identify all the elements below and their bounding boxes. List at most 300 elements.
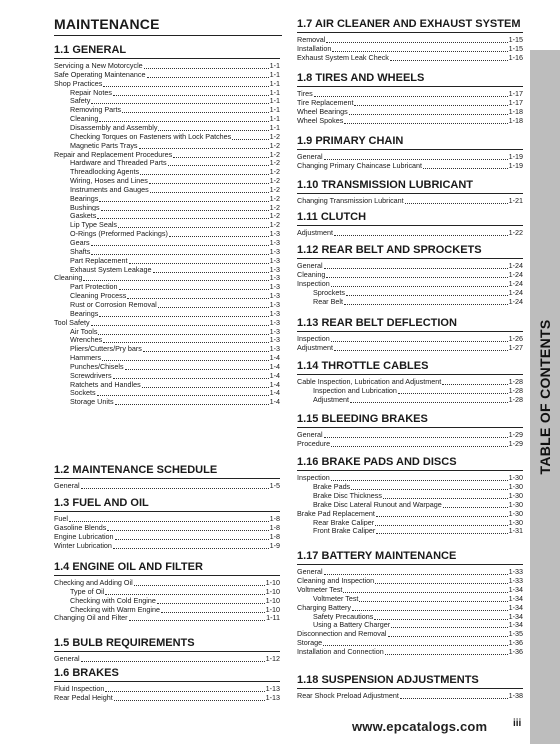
toc-page-number: 1-36: [508, 647, 523, 657]
dot-leader: [140, 174, 268, 175]
toc-page-number: 1-22: [508, 228, 523, 237]
toc-entry-text: Installation and Connection: [297, 647, 384, 657]
toc-entry-text: Cleaning: [54, 273, 83, 283]
toc-entry-text: Storage Units: [70, 397, 114, 407]
dot-leader: [350, 402, 508, 403]
toc-entry-text: Bearings: [70, 308, 99, 318]
toc-entry-text: General: [297, 430, 323, 439]
toc-page-number: 1-5: [269, 481, 280, 490]
toc-page-number: 1-1: [269, 105, 280, 115]
toc-page-number: 1-2: [269, 193, 280, 203]
toc-entry-text: Gaskets: [70, 211, 97, 221]
toc-entry-text: Gears: [70, 238, 90, 247]
toc-entry-text: Shop Practices: [54, 78, 103, 88]
dot-leader: [101, 210, 269, 211]
dot-leader: [385, 654, 508, 655]
toc-page-number: 1-28: [508, 394, 523, 404]
toc-page-number: 1-18: [508, 115, 523, 125]
toc-page-number: 1-2: [269, 131, 280, 141]
dot-leader: [142, 387, 269, 388]
dot-leader: [134, 585, 265, 586]
section-heading: 1.17 BATTERY MAINTENANCE: [297, 550, 523, 565]
dot-leader: [326, 42, 507, 43]
toc-page-number: 1-38: [508, 691, 523, 700]
section-heading: 1.11 CLUTCH: [297, 211, 523, 226]
toc-entry-text: Threadlocking Agents: [70, 167, 140, 177]
dot-leader: [349, 114, 508, 115]
toc-page-number: 1-4: [269, 370, 280, 380]
toc-page-number: 1-3: [269, 308, 280, 318]
dot-leader: [334, 350, 508, 351]
toc-entry-text: Sprockets: [313, 287, 345, 297]
dot-leader: [351, 489, 507, 490]
toc-entry-text: Rust or Corrosion Removal: [70, 299, 157, 309]
dot-leader: [332, 51, 507, 52]
toc-entry-text: Checking with Cold Engine: [70, 595, 156, 605]
toc-entry[interactable]: [70, 397, 280, 407]
dot-leader: [99, 121, 268, 122]
dot-leader: [147, 77, 269, 78]
dot-leader: [157, 603, 265, 604]
section-heading: 1.18 SUSPENSION ADJUSTMENTS: [297, 674, 523, 689]
toc-page-number: 1-8: [269, 531, 280, 541]
toc-page-number: 1-30: [508, 490, 523, 500]
toc-entry-text: Changing Oil and Filter: [54, 613, 128, 623]
dot-leader: [119, 289, 269, 290]
toc-entry[interactable]: [54, 654, 280, 664]
toc-entry-text: Pliers/Cutters/Pry bars: [70, 344, 142, 354]
toc-entry[interactable]: [54, 613, 280, 623]
dot-leader: [91, 325, 269, 326]
section-heading: 1.7 AIR CLEANER AND EXHAUST SYSTEM: [297, 18, 523, 33]
toc-entry-text: Wiring, Hoses and Lines: [70, 176, 148, 186]
dot-leader: [81, 488, 269, 489]
toc-page-number: 1-24: [508, 261, 523, 270]
toc-page-number: 1-34: [508, 611, 523, 621]
dot-leader: [331, 341, 508, 342]
dot-leader: [344, 304, 508, 305]
dot-leader: [324, 159, 508, 160]
dot-leader: [375, 525, 507, 526]
toc-entry-text: Sockets: [70, 388, 96, 398]
toc-page-number: 1-4: [269, 397, 280, 407]
dot-leader: [125, 369, 269, 370]
toc-page-number: 1-1: [269, 69, 280, 79]
toc-page-number: 1-4: [269, 361, 280, 371]
section-heading: 1.12 REAR BELT AND SPROCKETS: [297, 244, 523, 259]
dot-leader: [442, 384, 507, 385]
toc-page-number: 1-30: [508, 481, 523, 491]
toc-page-number: 1-12: [265, 654, 280, 663]
dot-leader: [323, 645, 507, 646]
dot-leader: [99, 201, 268, 202]
toc-entry-text: Procedure: [297, 438, 331, 448]
toc-page-number: 1-13: [265, 692, 280, 702]
section-heading: 1.13 REAR BELT DEFLECTION: [297, 317, 523, 332]
toc-entry-text: General: [54, 654, 80, 663]
toc-entry-text: Safety Precautions: [313, 611, 374, 621]
dot-leader: [98, 334, 268, 335]
toc-entry-text: Cable Inspection, Lubrication and Adjustment: [297, 377, 442, 386]
toc-entry-text: Screwdrivers: [70, 370, 112, 380]
toc-page-number: 1-3: [269, 255, 280, 265]
section-heading: 1.4 ENGINE OIL AND FILTER: [54, 561, 280, 576]
section-heading: 1.1 GENERAL: [54, 44, 280, 59]
toc-page-number: 1-17: [508, 89, 523, 98]
dot-leader: [114, 700, 265, 701]
toc-page-number: 1-28: [508, 377, 523, 386]
dot-leader: [139, 148, 269, 149]
toc-entry-text: Cleaning and Inspection: [297, 575, 375, 585]
toc-entry-text: Changing Transmission Lubricant: [297, 196, 404, 205]
toc-page-number: 1-3: [269, 282, 280, 292]
toc-entry-text: Disassembly and Assembly: [70, 122, 158, 132]
dot-leader: [91, 103, 268, 104]
toc-entry-text: Brake Pad Replacement: [297, 508, 375, 518]
toc-entry-text: Type of Oil: [70, 586, 105, 596]
toc-page-number: 1-29: [508, 430, 523, 439]
dot-leader: [324, 574, 508, 575]
dot-leader: [334, 235, 508, 236]
dot-leader: [69, 521, 269, 522]
toc-page-number: 1-35: [508, 629, 523, 639]
toc-page-number: 1-8: [269, 522, 280, 532]
toc-entry-text: Brake Pads: [313, 481, 351, 491]
dot-leader: [324, 268, 508, 269]
dot-leader: [113, 548, 269, 549]
toc-page-number: 1-19: [508, 152, 523, 161]
toc-entry-text: Voltmeter Test: [313, 593, 359, 603]
toc-entry-text: Fuel: [54, 514, 68, 523]
toc-entry-text: Instruments and Gauges: [70, 184, 149, 194]
toc-page-number: 1-15: [508, 43, 523, 53]
toc-entry-text: Tool Safety: [54, 317, 90, 327]
section-heading: 1.5 BULB REQUIREMENTS: [54, 637, 280, 652]
toc-entry[interactable]: [313, 395, 523, 405]
toc-entry-text: Brake Disc Lateral Runout and Warpage: [313, 499, 442, 509]
dot-leader: [331, 286, 508, 287]
toc-page-number: 1-28: [508, 385, 523, 395]
dot-leader: [346, 295, 508, 296]
toc-page-number: 1-10: [265, 595, 280, 605]
toc-entry-text: Installation: [297, 43, 332, 53]
dot-leader: [115, 539, 269, 540]
toc-entry-text: Hardware and Threaded Parts: [70, 158, 167, 168]
toc-page-number: 1-30: [508, 473, 523, 482]
dot-leader: [129, 263, 269, 264]
toc-entry[interactable]: [54, 693, 280, 703]
dot-leader: [150, 192, 269, 193]
toc-page-number: 1-34: [508, 620, 523, 630]
toc-page-number: 1-34: [508, 602, 523, 612]
dot-leader: [99, 316, 268, 317]
toc-page-number: 1-4: [269, 379, 280, 389]
page-title: MAINTENANCE: [54, 16, 282, 36]
toc-page-number: 1-11: [266, 613, 280, 623]
toc-page-number: 1-36: [508, 638, 523, 648]
toc-entry[interactable]: [313, 297, 523, 307]
dot-leader: [113, 378, 269, 379]
toc-entry-text: Winter Lubrication: [54, 540, 112, 550]
toc-page-number: 1-24: [508, 269, 523, 279]
dot-leader: [149, 183, 269, 184]
toc-page-number: 1-30: [508, 508, 523, 518]
dot-leader: [398, 393, 508, 394]
dot-leader: [158, 307, 269, 308]
toc-page-number: 1-33: [508, 575, 523, 585]
section-heading: 1.15 BLEEDING BRAKES: [297, 413, 523, 428]
toc-page-number: 1-2: [269, 140, 280, 150]
section-heading: 1.2 MAINTENANCE SCHEDULE: [54, 464, 280, 479]
toc-entry-text: Cleaning Process: [70, 291, 127, 301]
toc-page-number: 1-1: [269, 61, 280, 70]
toc-entry[interactable]: [297, 161, 523, 171]
dot-leader: [83, 280, 268, 281]
dot-leader: [359, 601, 507, 602]
toc-entry[interactable]: [313, 526, 523, 536]
dot-leader: [352, 610, 508, 611]
section-heading: 1.14 THROTTLE CABLES: [297, 360, 523, 375]
toc-page-number: 1-30: [508, 517, 523, 527]
toc-entry-text: Brake Disc Thickness: [313, 490, 382, 500]
dot-leader: [97, 395, 269, 396]
section-heading: 1.8 TIRES AND WHEELS: [297, 72, 523, 87]
toc-entry-text: Rear Pedal Height: [54, 692, 113, 702]
toc-page-number: 1-34: [508, 584, 523, 594]
dot-leader: [158, 130, 268, 131]
dot-leader: [129, 620, 266, 621]
toc-page-number: 1-29: [508, 438, 523, 448]
toc-entry-text: Hammers: [70, 353, 102, 363]
toc-entry-text: General: [297, 152, 323, 161]
toc-entry[interactable]: [54, 481, 280, 491]
toc-page-number: 1-3: [269, 344, 280, 354]
toc-entry-text: Part Protection: [70, 282, 118, 292]
toc-entry-text: Bushings: [70, 202, 100, 212]
dot-leader: [343, 592, 507, 593]
toc-entry[interactable]: [297, 53, 523, 63]
dot-leader: [91, 245, 269, 246]
dot-leader: [168, 165, 269, 166]
dot-leader: [331, 446, 507, 447]
toc-page-number: 1-2: [269, 167, 280, 177]
toc-entry-text: Lip Type Seals: [70, 220, 118, 230]
toc-entry-text: Removal: [297, 35, 326, 44]
dot-leader: [113, 95, 269, 96]
toc-page-number: 1-1: [269, 114, 280, 124]
dot-leader: [103, 342, 268, 343]
toc-entry[interactable]: [297, 691, 523, 701]
toc-entry-text: Changing Primary Chaincase Lubricant: [297, 160, 423, 170]
toc-entry-text: Engine Lubrication: [54, 531, 114, 541]
toc-entry-text: Servicing a New Motorcycle: [54, 61, 143, 70]
toc-page-number: 1-24: [508, 287, 523, 297]
toc-entry-text: Cleaning: [70, 114, 99, 124]
toc-page-number: 1-3: [269, 335, 280, 345]
dot-leader: [400, 698, 508, 699]
dot-leader: [81, 661, 265, 662]
toc-page-number: 1-31: [508, 526, 523, 536]
toc-entry[interactable]: [297, 228, 523, 238]
toc-entry-text: Exhaust System Leak Check: [297, 52, 389, 62]
toc-entry[interactable]: [297, 196, 523, 206]
dot-leader: [122, 112, 268, 113]
toc-page-number: 1-24: [508, 296, 523, 306]
toc-entry[interactable]: [54, 541, 280, 551]
toc-page-number: 1-2: [269, 202, 280, 212]
dot-leader: [376, 533, 507, 534]
toc-entry-text: Wrenches: [70, 335, 103, 345]
dot-leader: [105, 594, 264, 595]
toc-page-number: 1-3: [269, 299, 280, 309]
dot-leader: [173, 157, 268, 158]
toc-page-number: 1-26: [508, 334, 523, 343]
toc-page-number: 1-1: [269, 96, 280, 106]
dot-leader: [107, 530, 268, 531]
dot-leader: [423, 168, 508, 169]
section-heading: 1.6 BRAKES: [54, 667, 280, 682]
toc-entry-text: Magnetic Parts Trays: [70, 140, 138, 150]
toc-page-number: 1-3: [269, 273, 280, 283]
section-heading: 1.10 TRANSMISSION LUBRICANT: [297, 179, 523, 194]
dot-leader: [376, 516, 508, 517]
dot-leader: [344, 123, 507, 124]
toc-entry-text: Part Replacement: [70, 255, 128, 265]
toc-entry-text: Tires: [297, 89, 313, 98]
toc-entry-text: Removing Parts: [70, 105, 122, 115]
toc-entry-text: General: [297, 567, 323, 576]
toc-entry-text: General: [297, 261, 323, 270]
toc-entry-text: Inspection: [297, 473, 330, 482]
toc-entry-text: Exhaust System Leakage: [70, 264, 152, 274]
toc-entry[interactable]: [297, 439, 523, 449]
toc-entry-text: Gasoline Blends: [54, 522, 107, 532]
toc-page-number: 1-8: [269, 514, 280, 523]
toc-page-number: 1-3: [269, 229, 280, 239]
toc-page-number: 1-18: [508, 106, 523, 116]
toc-page-number: 1-10: [265, 604, 280, 614]
toc-page-number: 1-3: [269, 291, 280, 301]
toc-page-number: 1-1: [269, 87, 280, 97]
page-number: iii: [513, 718, 522, 729]
dot-leader: [331, 480, 508, 481]
toc-entry-text: General: [54, 481, 80, 490]
toc-page-number: 1-2: [269, 220, 280, 230]
toc-page-number: 1-3: [269, 326, 280, 336]
toc-entry-text: Tire Replacement: [297, 97, 354, 107]
toc-page-number: 1-21: [508, 196, 523, 205]
footer-url: www.epcatalogs.com: [352, 719, 488, 734]
dot-leader: [127, 298, 268, 299]
section-heading: 1.9 PRIMARY CHAIN: [297, 135, 523, 150]
dot-leader: [232, 139, 268, 140]
toc-entry-text: Safety: [70, 96, 91, 106]
toc-entry-text: Rear Shock Preload Adjustment: [297, 691, 399, 700]
toc-entry[interactable]: [297, 647, 523, 657]
dot-leader: [354, 105, 507, 106]
dot-leader: [388, 636, 508, 637]
toc-entry-text: Wheel Spokes: [297, 115, 344, 125]
dot-leader: [383, 498, 508, 499]
toc-page-number: 1-2: [269, 158, 280, 168]
toc-sidebar-tab: [530, 50, 560, 744]
toc-page-number: 1-17: [508, 97, 523, 107]
dot-leader: [105, 691, 264, 692]
dot-leader: [443, 507, 508, 508]
toc-entry-text: Inspection and Lubrication: [313, 385, 397, 395]
toc-page-number: 1-4: [269, 388, 280, 398]
dot-leader: [391, 627, 508, 628]
dot-leader: [91, 254, 268, 255]
toc-entry[interactable]: [297, 343, 523, 353]
toc-entry-text: Adjustment: [297, 342, 333, 352]
toc-page-number: 1-2: [269, 176, 280, 186]
toc-entry-text: Storage: [297, 638, 323, 648]
dot-leader: [103, 86, 268, 87]
dot-leader: [118, 227, 269, 228]
toc-page-number: 1-2: [269, 211, 280, 221]
dot-leader: [115, 404, 269, 405]
sidebar-label: TABLE OF CONTENTS: [537, 319, 553, 475]
toc-entry[interactable]: [297, 116, 523, 126]
toc-page-number: 1-9: [269, 540, 280, 550]
toc-page-number: 1-24: [508, 278, 523, 288]
toc-entry-text: Wheel Bearings: [297, 106, 348, 116]
dot-leader: [169, 236, 269, 237]
toc-entry-text: Inspection: [297, 334, 330, 343]
toc-entry-text: Rear Brake Caliper: [313, 517, 375, 527]
dot-leader: [314, 96, 508, 97]
toc-page-number: 1-3: [269, 317, 280, 327]
dot-leader: [144, 68, 269, 69]
dot-leader: [161, 612, 265, 613]
toc-page-number: 1-2: [269, 149, 280, 159]
toc-entry-text: Adjustment: [313, 394, 349, 404]
toc-page-number: 1-3: [269, 246, 280, 256]
toc-entry-text: Repair and Replacement Procedures: [54, 149, 173, 159]
toc-page-number: 1-1: [269, 122, 280, 132]
dot-leader: [153, 272, 269, 273]
toc-entry-text: Rear Belt: [313, 296, 343, 306]
toc-entry-text: Fluid Inspection: [54, 684, 105, 693]
toc-entry-text: Bearings: [70, 193, 99, 203]
toc-entry-text: Safe Operating Maintenance: [54, 69, 146, 79]
toc-page-number: 1-15: [508, 35, 523, 44]
toc-page-number: 1-1: [269, 78, 280, 88]
toc-page-number: 1-3: [269, 264, 280, 274]
toc-page-number: 1-19: [508, 160, 523, 170]
toc-page-number: 1-27: [508, 342, 523, 352]
toc-entry-text: Voltmeter Test: [297, 584, 343, 594]
toc-entry-text: Front Brake Caliper: [313, 526, 376, 536]
toc-entry-text: Repair Notes: [70, 87, 112, 97]
toc-entry-text: Shafts: [70, 246, 91, 256]
toc-page-number: 1-10: [265, 578, 280, 587]
toc-page-number: 1-13: [265, 684, 280, 693]
toc-page-number: 1-33: [508, 567, 523, 576]
dot-leader: [390, 60, 508, 61]
dot-leader: [102, 360, 268, 361]
toc-page-number: 1-2: [269, 184, 280, 194]
section-heading: 1.16 BRAKE PADS AND DISCS: [297, 456, 523, 471]
toc-page-number: 1-4: [269, 353, 280, 363]
toc-entry-text: Punches/Chisels: [70, 361, 124, 371]
toc-entry-text: O-Rings (Preformed Packings): [70, 229, 168, 239]
toc-page-number: 1-30: [508, 499, 523, 509]
toc-entry-text: Air Tools: [70, 326, 98, 336]
section-heading: 1.3 FUEL AND OIL: [54, 497, 280, 512]
dot-leader: [324, 437, 508, 438]
